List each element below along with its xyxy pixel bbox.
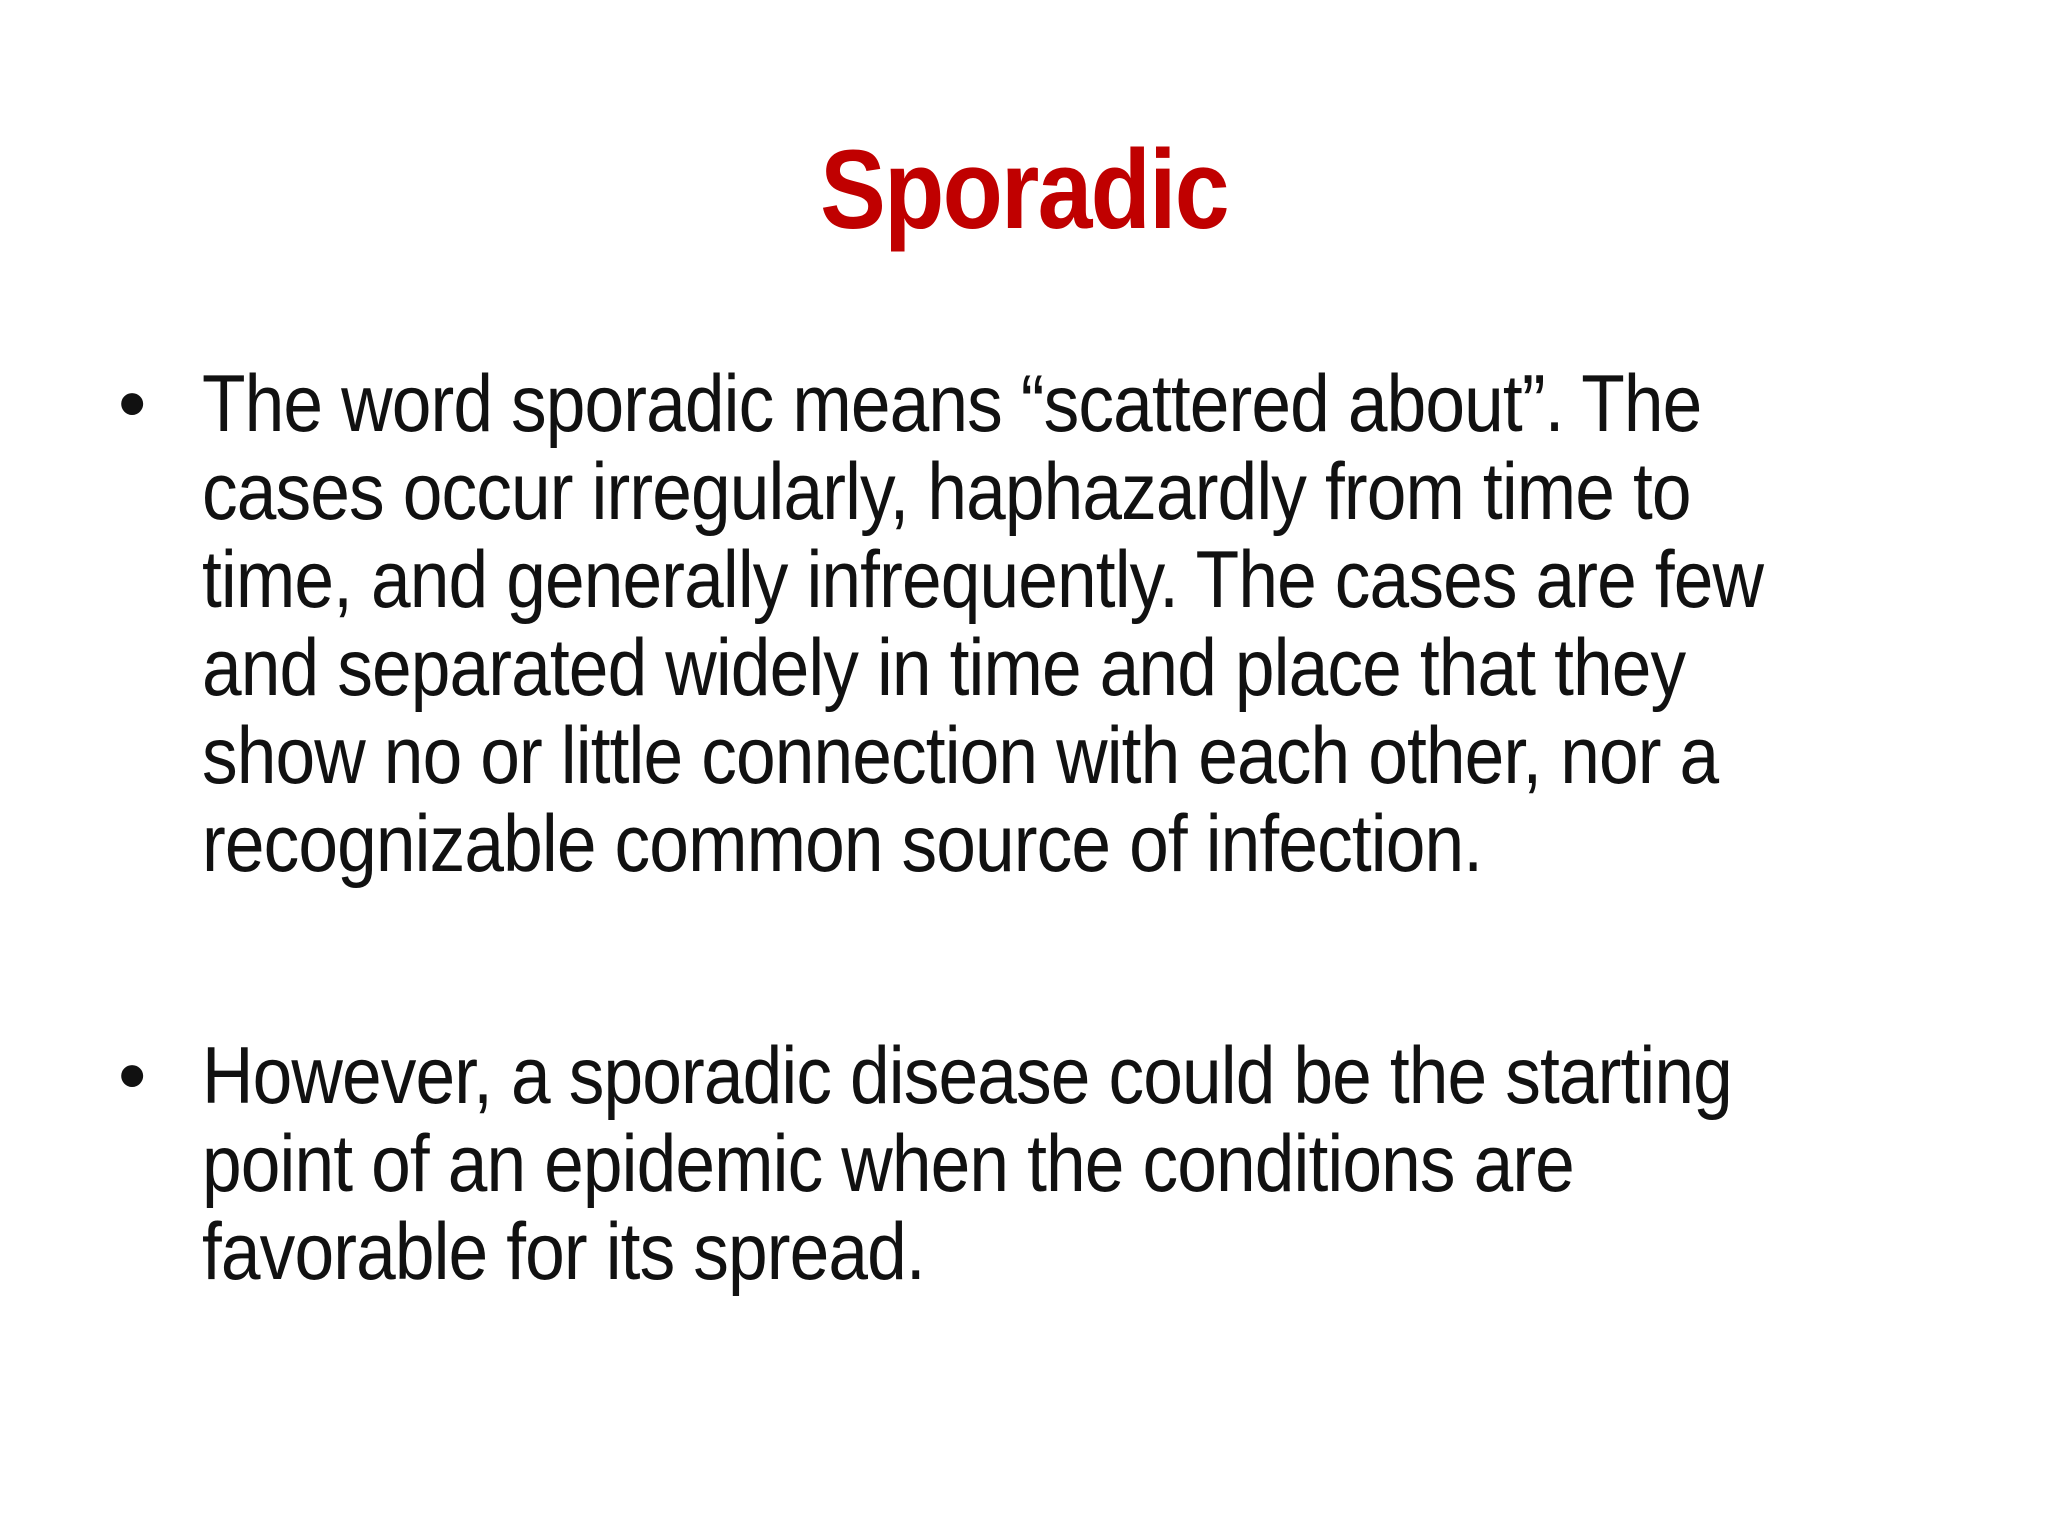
bullet-dot-icon: • <box>118 1031 146 1121</box>
bullet-dot-icon: • <box>118 359 146 449</box>
bullet-item <box>118 1032 1998 1296</box>
bullet-list <box>118 360 1998 1296</box>
bullet-item <box>118 360 1998 888</box>
bullet-text: However, a sporadic disease could be the starting point of an epidemic when the conditions are favorable for its spread. <box>202 1031 1732 1297</box>
bullet-text: The word sporadic means “scattered about”. The cases occur irregularly, haphazardly from time to time, and generally infrequently. The cases are few and separated widely in time and place that they show no or little connection with each other, nor a recognizable common source of infection. <box>202 359 1764 889</box>
slide-title: Sporadic <box>820 127 1228 252</box>
